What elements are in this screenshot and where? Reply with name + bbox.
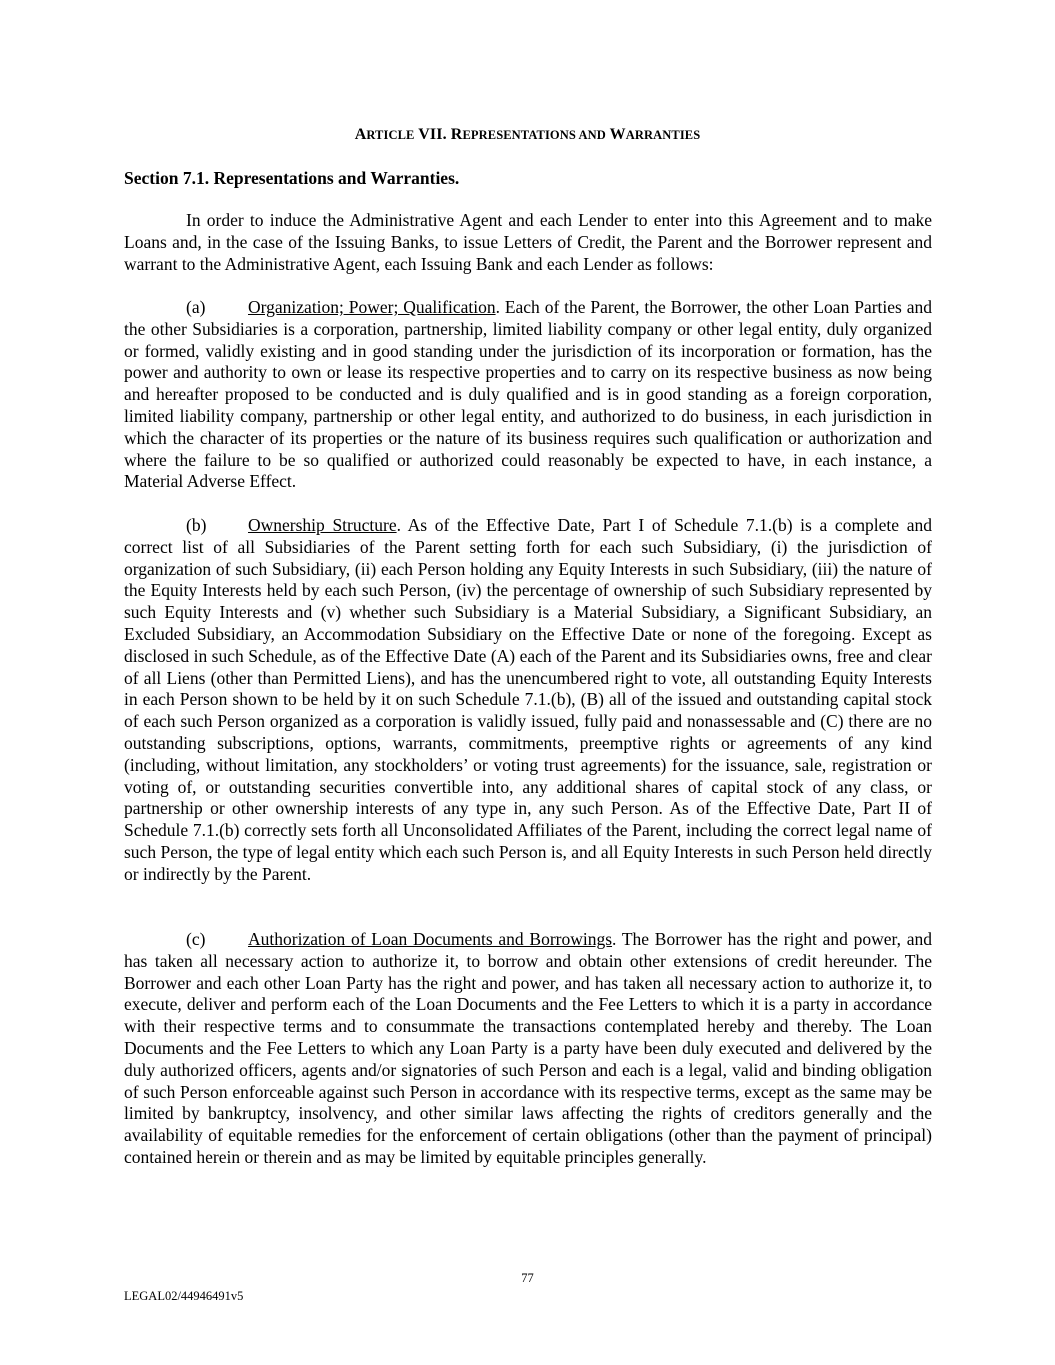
article-title-w: W bbox=[609, 126, 626, 143]
page-number: 77 bbox=[521, 1271, 534, 1285]
clause-c-heading: Authorization of Loan Documents and Borrowings bbox=[248, 929, 613, 949]
document-id: LEGAL02/44946491v5 bbox=[124, 1289, 244, 1303]
clause-a bbox=[124, 297, 932, 493]
article-title-r: R bbox=[450, 126, 463, 143]
clause-b-text: . As of the Effective Date, Part I of Schedule 7.1.(b) is a complete and correct list of all Subsidiaries of the Parent setting forth for each such Subsidiary, (i) the jurisdiction of organization of such Subsidiary, (ii) each Person holding any Equity Interests in such Subsidiary, (iii) the nature of the Equity Interests held by each such Person, (iv) the percentage of ownership of such Subsidiary represented by such Equity Interests and (v) whether such Subsidiary is a Material Subsidiary, a Significant Subsidiary, an Excluded Subsidiary, an Accommodation Subsidiary on the Effective Date or none of the foregoing. Except as disclosed in such Schedule, as of the Effective Date (A) each of the Parent and its Subsidiaries owns, free and clear of all Liens (other than Permitted Liens), and has the unencumbered right to vote, all outstanding Equity Interests in each Person shown to be held by it on such Schedule 7.1.(b), (B) all of the issued and outstanding capital stock of each such Person organized as a corporation is validly issued, fully paid and nonassessable and (C) there are no outstanding subscriptions, options, warrants, commitments, preemptive rights or agreements of any kind (including, without limitation, any stockholders’ or voting trust agreements) for the issuance, sale, registration or voting of, or outstanding securities convertible into, any additional shares of capital stock of any class, or partnership or other ownership interests of any type in, any such Person. As of the Effective Date, Part II of Schedule 7.1.(b) correctly sets forth all Unconsolidated Affiliates of the Parent, including the correct legal name of such Person, the type of legal entity which each such Person is, and all Equity Interests in such Person held directly or indirectly by the Parent. bbox=[124, 515, 932, 884]
article-title-w-rest: ARRANTIES bbox=[625, 128, 701, 142]
clause-b bbox=[124, 515, 932, 886]
clause-a-text: . Each of the Parent, the Borrower, the other Loan Parties and the other Subsidiaries is a corporation, partnership, limited liability company or other legal entity, duly organized or formed, validly existing and in good standing under the jurisdiction of its incorporation or formation, has the power and authority to own or lease its respective properties and to carry on its respective business as now being and hereafter proposed to be conducted and is duly qualified and is in good standing as a foreign corporation, limited liability company, partnership or other legal entity, and authorized to do business, in each jurisdiction in which the character of its properties or the nature of its business requires such qualification or authorization and where the failure to be so qualified or authorized could reasonably be expected to have, in each instance, a Material Adverse Effect. bbox=[124, 297, 932, 492]
article-prefix-rest: RTICLE bbox=[366, 128, 415, 142]
article-heading bbox=[0, 126, 1055, 144]
article-prefix-initial: A bbox=[354, 126, 367, 143]
clause-c bbox=[124, 929, 932, 1169]
clause-c-text: . The Borrower has the right and power, and has taken all necessary action to authorize it, to borrow and obtain other extensions of credit hereunder. The Borrower and each other Loan Party has the right and power, and has taken all necessary action to authorize it, to execute, deliver and perform each of the Loan Documents and the Fee Letters to which it is a party in accordance with their respective terms and to consummate the transactions contemplated hereby and thereby. The Loan Documents and the Fee Letters to which any Loan Party is a party have been duly executed and delivered by the duly authorized officers, agents and/or signatories of such Person and each is a legal, valid and binding obligation of such Person enforceable against such Person in accordance with its respective terms, except as the same may be limited by bankruptcy, insolvency, and other similar laws affecting the rights of creditors generally and the availability of equitable remedies for the enforcement of certain obligations (other than the payment of principal) contained herein or therein and as may be limited by equitable principles generally. bbox=[124, 929, 932, 1167]
article-number: VII. bbox=[418, 126, 447, 143]
clause-b-heading: Ownership Structure bbox=[248, 515, 397, 535]
clause-a-heading: Organization; Power; Qualification bbox=[248, 297, 496, 317]
intro-text: In order to induce the Administrative Agent and each Lender to enter into this Agreement and to make Loans and, in the case of the Issuing Banks, to issue Letters of Credit, the Parent and the Borrower represent and warrant to the Administrative Agent, each Issuing Bank and each Lender as follows: bbox=[124, 210, 932, 274]
clause-a-label: (a) bbox=[186, 297, 206, 317]
section-heading: Section 7.1. Representations and Warranties. bbox=[124, 168, 460, 188]
clause-b-label: (b) bbox=[186, 515, 207, 535]
intro-paragraph bbox=[124, 210, 932, 275]
article-title-r-rest: EPRESENTATIONS AND bbox=[462, 128, 606, 142]
clause-c-label: (c) bbox=[186, 929, 206, 949]
